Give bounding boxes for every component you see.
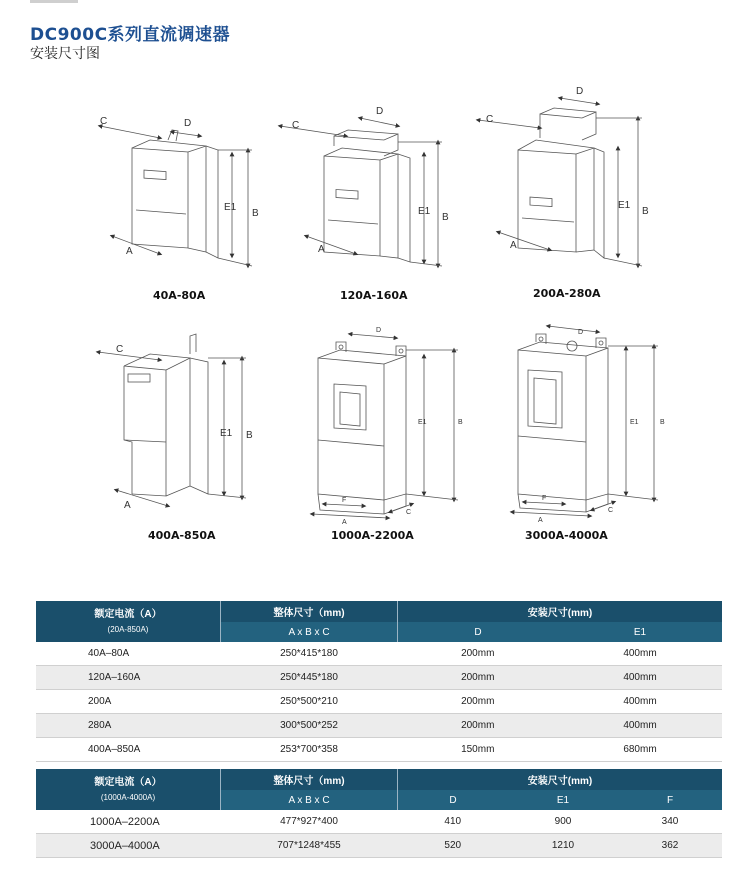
cell: 250*415*180 — [221, 642, 398, 666]
dim-label: A — [318, 244, 325, 255]
dim-label: C — [486, 114, 494, 125]
dim-label: D — [376, 327, 382, 334]
page-title: DC900C系列直流调速器 — [30, 25, 231, 45]
cell: 400mm — [558, 690, 722, 714]
figure-caption: 400A-850A — [148, 529, 216, 542]
dim-label: C — [292, 120, 300, 131]
dim-label: C — [100, 116, 108, 127]
drawing-40a-80a — [100, 116, 259, 266]
current-header-label: 额定电流（A） — [94, 776, 162, 788]
cell: 707*1248*455 — [221, 834, 398, 858]
drawing-200a-280a — [478, 86, 649, 266]
dim-label: A — [510, 240, 517, 251]
cell: 200mm — [398, 714, 559, 738]
figure-caption: 1000A-2200A — [331, 529, 414, 542]
cell: 1000A–2200A — [36, 810, 221, 834]
cell: 520 — [398, 834, 509, 858]
dim-label: E1 — [220, 428, 233, 439]
install-col-f: F — [618, 790, 722, 810]
overall-size-header: 整体尺寸（mm) — [221, 601, 398, 622]
cell: 400mm — [558, 714, 722, 738]
dimension-table-large — [36, 769, 722, 858]
install-size-header: 安装尺寸(mm) — [398, 769, 723, 790]
dim-label: D — [376, 106, 384, 117]
cell: 680mm — [558, 738, 722, 762]
dim-label: A — [126, 246, 133, 257]
current-header-range: (1000A-4000A) — [100, 792, 156, 802]
dim-label: E1 — [618, 200, 631, 211]
dim-label: F — [542, 495, 547, 502]
cell: 250*445*180 — [221, 666, 398, 690]
cell: 3000A–4000A — [36, 834, 221, 858]
dim-label: B — [642, 206, 649, 217]
cell: 200mm — [398, 690, 559, 714]
current-header — [36, 769, 221, 810]
install-col-e1: E1 — [508, 790, 618, 810]
cell: 1210 — [508, 834, 618, 858]
dim-label: F — [342, 497, 347, 504]
table-row — [36, 642, 722, 666]
drawing-1000a-2200a — [312, 327, 463, 526]
cell: 340 — [618, 810, 722, 834]
cell: 477*927*400 — [221, 810, 398, 834]
drawing-3000a-4000a — [512, 326, 665, 524]
cell: 900 — [508, 810, 618, 834]
table-row — [36, 810, 722, 834]
cell: 400mm — [558, 666, 722, 690]
dim-label: C — [406, 509, 412, 516]
cell: 300*500*252 — [221, 714, 398, 738]
install-col-d: D — [398, 790, 509, 810]
table-row — [36, 666, 722, 690]
overall-size-subheader: A x B x C — [221, 790, 398, 810]
dim-label: B — [246, 430, 253, 441]
dim-label: C — [116, 344, 124, 355]
overall-size-header: 整体尺寸（mm) — [221, 769, 398, 790]
dim-label: E1 — [418, 206, 431, 217]
cell: 280A — [36, 714, 221, 738]
figure-caption: 200A-280A — [533, 287, 601, 300]
cell: 362 — [618, 834, 722, 858]
cell: 250*500*210 — [221, 690, 398, 714]
cell: 410 — [398, 810, 509, 834]
table-row — [36, 714, 722, 738]
page-subtitle: 安装尺寸图 — [30, 46, 100, 62]
dim-label: E1 — [224, 202, 237, 213]
figure-caption: 120A-160A — [340, 289, 408, 302]
cell: 120A–160A — [36, 666, 221, 690]
table-row — [36, 690, 722, 714]
dim-label: E1 — [418, 419, 427, 426]
cell: 253*700*358 — [221, 738, 398, 762]
table-row — [36, 738, 722, 762]
dim-label: A — [124, 500, 131, 511]
cell: 150mm — [398, 738, 559, 762]
dim-label: D — [576, 86, 584, 97]
dim-label: E1 — [630, 419, 639, 426]
current-header-label: 额定电流（A） — [94, 608, 162, 620]
install-size-header: 安装尺寸(mm) — [398, 601, 723, 622]
current-header — [36, 601, 221, 642]
current-header-range: (20A-850A) — [107, 624, 149, 634]
overall-size-subheader: A x B x C — [221, 622, 398, 642]
cell: 400A–850A — [36, 738, 221, 762]
dim-label: B — [458, 419, 463, 426]
dim-label: D — [578, 329, 584, 336]
drawing-400a-850a — [98, 334, 253, 511]
dim-label: B — [660, 419, 665, 426]
dim-label: D — [184, 118, 192, 129]
install-col-d: D — [398, 622, 559, 642]
dim-label: A — [538, 517, 543, 524]
dim-label: B — [442, 212, 449, 223]
cell: 200mm — [398, 642, 559, 666]
dim-label: C — [608, 507, 614, 514]
figure-caption: 40A-80A — [153, 289, 206, 302]
cell: 40A–80A — [36, 642, 221, 666]
figure-caption: 3000A-4000A — [525, 529, 608, 542]
table-row — [36, 834, 722, 858]
cell: 400mm — [558, 642, 722, 666]
dimension-table-small — [36, 601, 722, 762]
cell: 200A — [36, 690, 221, 714]
install-col-e1: E1 — [558, 622, 722, 642]
dim-label: B — [252, 208, 259, 219]
dim-label: A — [342, 519, 347, 526]
drawing-120a-160a — [280, 106, 449, 266]
cell: 200mm — [398, 666, 559, 690]
